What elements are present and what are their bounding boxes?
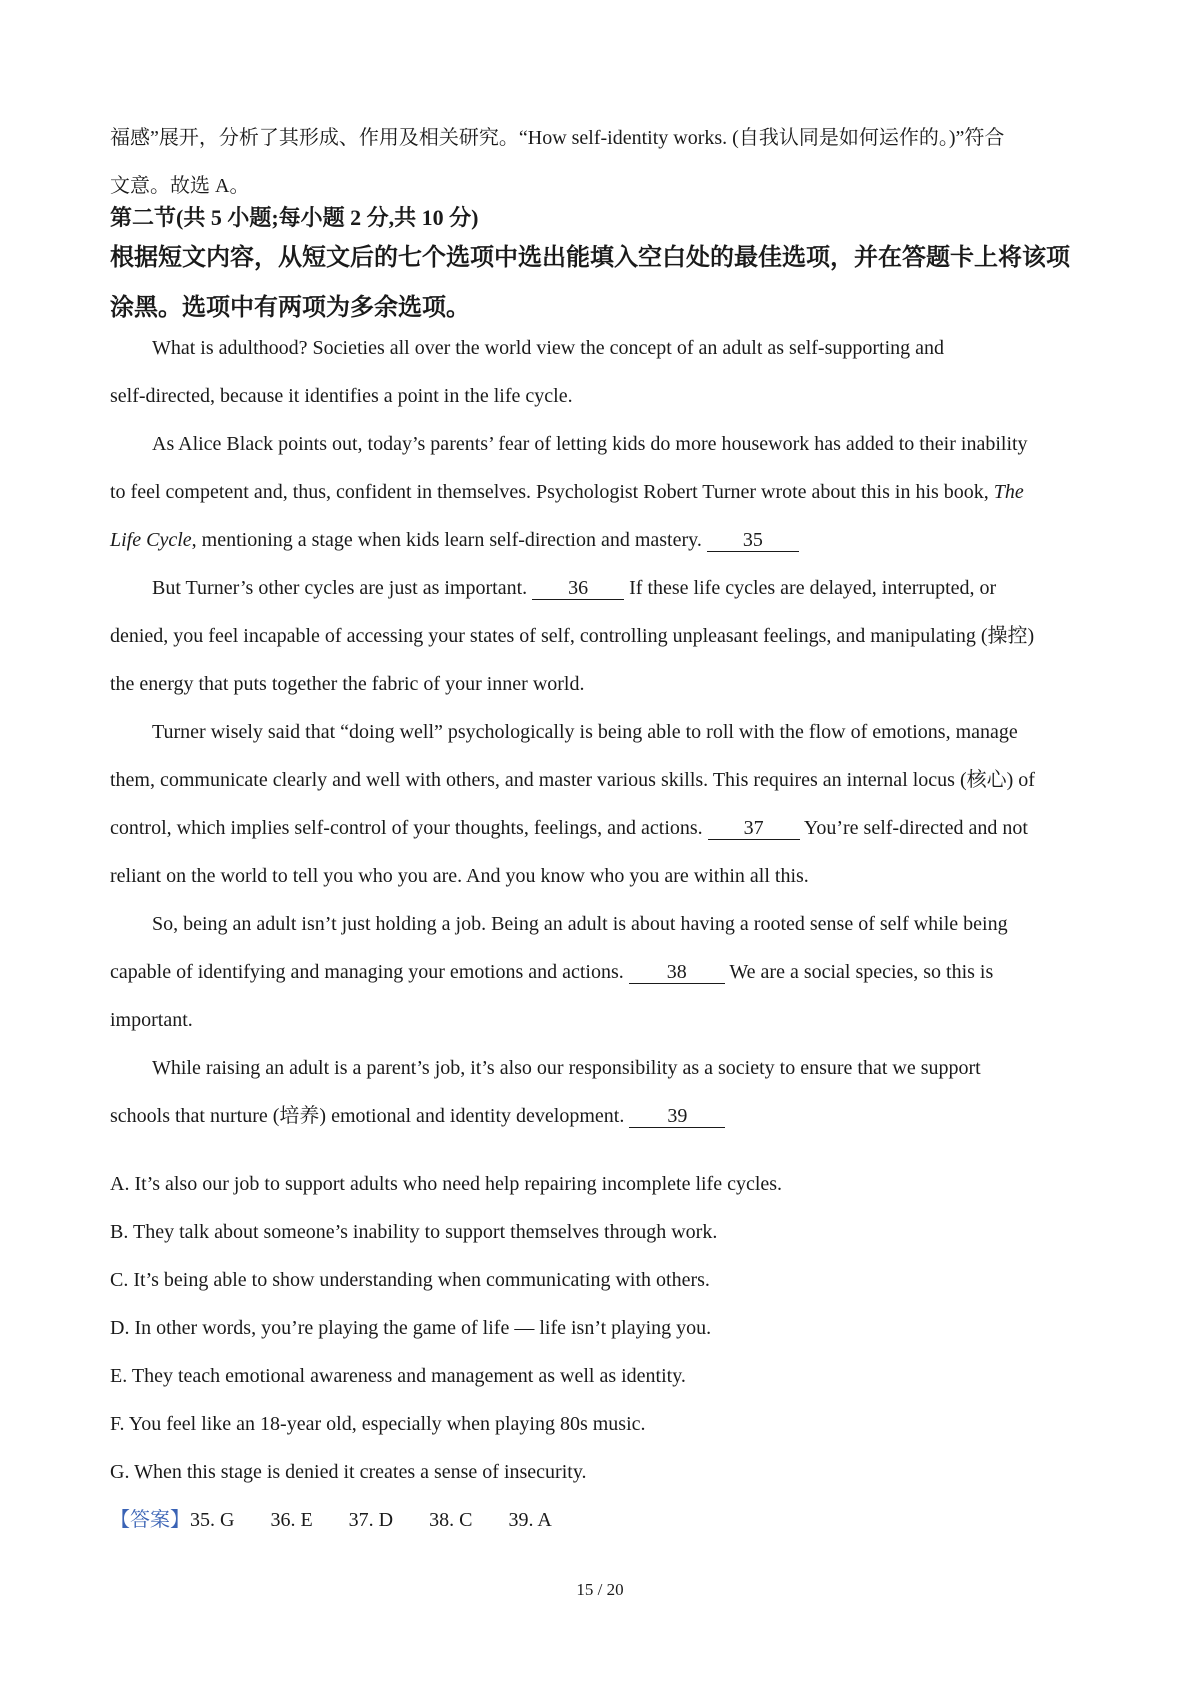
blank-37: 37 xyxy=(708,817,800,840)
page-number: 15 / 20 xyxy=(576,1580,624,1599)
option-item: A. It’s also our job to support adults who need help repairing incomplete life cycles. xyxy=(110,1173,783,1195)
passage-line: important. xyxy=(110,1009,193,1031)
blank-36: 36 xyxy=(532,577,624,600)
answer-label: 【答案】 xyxy=(110,1509,190,1531)
passage-line: As Alice Black points out, today’s parents’ fear of letting kids do more housework has added to their inability xyxy=(152,433,1028,455)
answer-item: 35. G xyxy=(190,1509,235,1531)
passage-text: You’re self-directed and not xyxy=(799,817,1028,839)
option-item: B. They talk about someone’s inability to support themselves through work. xyxy=(110,1221,718,1243)
passage-text: to feel competent and, thus, confident in themselves. Psychologist Robert Turner wrote about this in his book, xyxy=(110,481,994,503)
section-heading: 第二节(共 5 小题;每小题 2 分,共 10 分) xyxy=(110,205,479,230)
passage-text: If these life cycles are delayed, interrupted, or xyxy=(624,577,997,599)
book-title: Life Cycle xyxy=(110,529,192,551)
blank-38: 38 xyxy=(629,961,725,984)
blank-39: 39 xyxy=(629,1105,725,1128)
passage-line xyxy=(110,804,1100,852)
blank-35: 35 xyxy=(707,529,799,552)
passage-text: We are a social species, so this is xyxy=(724,961,994,983)
passage-line: reliant on the world to tell you who you are. And you know who you are within all this. xyxy=(110,865,809,887)
passage-line: denied, you feel incapable of accessing your states of self, controlling unpleasant feelings, and manipulating (操控) xyxy=(110,625,1035,647)
passage-line xyxy=(110,564,1100,612)
passage-text: control, which implies self-control of your thoughts, feelings, and actions. xyxy=(110,817,708,839)
instruction-line: 根据短文内容，从短文后的七个选项中选出能填入空白处的最佳选项，并在答题卡上将该项 xyxy=(110,245,1070,271)
reading-passage xyxy=(110,324,1100,1140)
explanation-line: 文意。故选 A。 xyxy=(110,175,250,197)
passage-line: them, communicate clearly and well with others, and master various skills. This requires an internal locus (核心) of xyxy=(110,769,1035,791)
answer-item: 39. A xyxy=(508,1509,552,1531)
option-item: E. They teach emotional awareness and management as well as identity. xyxy=(110,1365,686,1387)
previous-explanation xyxy=(110,114,1100,210)
passage-text: But Turner’s other cycles are just as important. xyxy=(152,577,533,599)
instruction-line: 涂黑。选项中有两项为多余选项。 xyxy=(110,295,470,321)
passage-line xyxy=(110,516,1100,564)
passage-line: What is adulthood? Societies all over the world view the concept of an adult as self-supporting and xyxy=(152,337,945,359)
answer-item: 37. D xyxy=(348,1509,394,1531)
section-instruction xyxy=(110,233,1100,333)
passage-line xyxy=(110,948,1100,996)
options-list xyxy=(110,1160,1100,1496)
passage-line: the energy that puts together the fabric of your inner world. xyxy=(110,673,585,695)
explanation-line: 福感”展开，分析了其形成、作用及相关研究。“How self-identity works. (自我认同是如何运作的。)”符合 xyxy=(110,127,1005,149)
section-header xyxy=(110,198,1100,238)
answer-item: 36. E xyxy=(270,1509,313,1531)
option-item: D. In other words, you’re playing the game of life — life isn’t playing you. xyxy=(110,1317,712,1339)
passage-text: , mentioning a stage when kids learn self-direction and mastery. xyxy=(191,529,707,551)
option-item: C. It’s being able to show understanding when communicating with others. xyxy=(110,1269,710,1291)
answer-line xyxy=(110,1496,1100,1544)
passage-text: schools that nurture (培养) emotional and identity development. xyxy=(110,1105,630,1127)
option-item: G. When this stage is denied it creates a sense of insecurity. xyxy=(110,1461,587,1483)
passage-line xyxy=(110,1092,1100,1140)
passage-line: While raising an adult is a parent’s job, it’s also our responsibility as a society to ensure that we support xyxy=(152,1057,981,1079)
passage-line: Turner wisely said that “doing well” psychologically is being able to roll with the flow of emotions, manage xyxy=(152,721,1018,743)
passage-text: capable of identifying and managing your emotions and actions. xyxy=(110,961,629,983)
answer-item: 38. C xyxy=(429,1509,473,1531)
passage-line xyxy=(110,468,1100,516)
book-title: The xyxy=(993,481,1024,503)
option-item: F. You feel like an 18-year old, especially when playing 80s music. xyxy=(110,1413,646,1435)
passage-line: So, being an adult isn’t just holding a job. Being an adult is about having a rooted sense of self while being xyxy=(152,913,1008,935)
passage-line: self-directed, because it identifies a point in the life cycle. xyxy=(110,385,573,407)
